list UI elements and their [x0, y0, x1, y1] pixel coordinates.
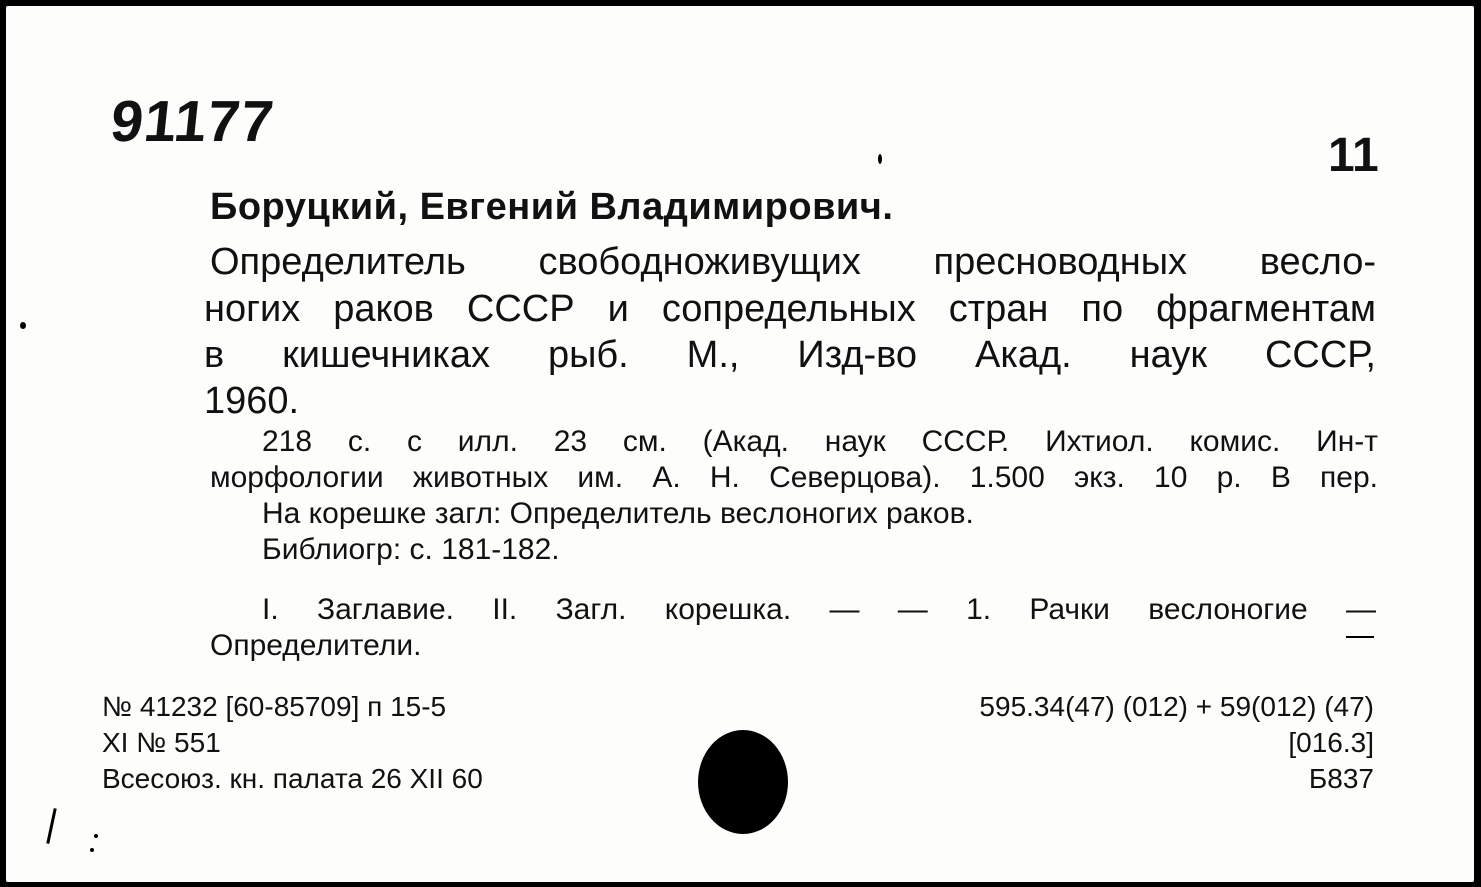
- title-line: ногих раков СССР и сопредельных стран по фрагментам: [204, 288, 1376, 330]
- subject-line: I. Заглавие. II. Загл. корешка. — — 1. Рачки веслоногие —: [262, 593, 1376, 626]
- ink-speck: [878, 154, 882, 164]
- description-line: Библиогр: с. 181-182.: [262, 533, 560, 566]
- title-line: Определитель свободноживущих пресноводных весло-: [210, 241, 1376, 283]
- registration-line: XI № 551: [102, 727, 221, 758]
- ink-speck: [94, 834, 98, 838]
- description-line: На корешке загл: Определитель веслоногих раков.: [262, 497, 974, 530]
- ink-speck: [20, 322, 26, 329]
- subject-line: Определители.: [210, 629, 422, 662]
- dash-mark: [1346, 636, 1374, 638]
- title-line: в кишечниках рыб. М., Изд-во Акад. наук СССР,: [204, 334, 1376, 376]
- punch-hole: [698, 730, 788, 834]
- catalog-card: [6, 6, 1474, 882]
- author-heading: Боруцкий, Евгений Владимирович.: [210, 186, 894, 228]
- description-line: 218 с. с илл. 23 см. (Акад. наук СССР. Ихтиол. комис. Ин-т: [262, 425, 1378, 458]
- description-line: морфологии животных им. А. Н. Северцова). 1.500 экз. 10 р. В пер.: [210, 461, 1378, 494]
- pencil-mark: [46, 808, 56, 844]
- registration-line: № 41232 [60-85709] п 15-5: [102, 691, 447, 722]
- card-number: 11: [1328, 129, 1379, 182]
- classification-code: [016.3]: [1288, 727, 1374, 758]
- inventory-number: 91177: [107, 89, 278, 154]
- classification-code: 595.34(47) (012) + 59(012) (47): [979, 691, 1374, 722]
- ink-speck: [90, 848, 94, 852]
- title-line: 1960.: [204, 380, 300, 422]
- registration-line: Всесоюз. кн. палата 26 XII 60: [102, 763, 483, 794]
- author-mark: Б837: [1308, 763, 1374, 794]
